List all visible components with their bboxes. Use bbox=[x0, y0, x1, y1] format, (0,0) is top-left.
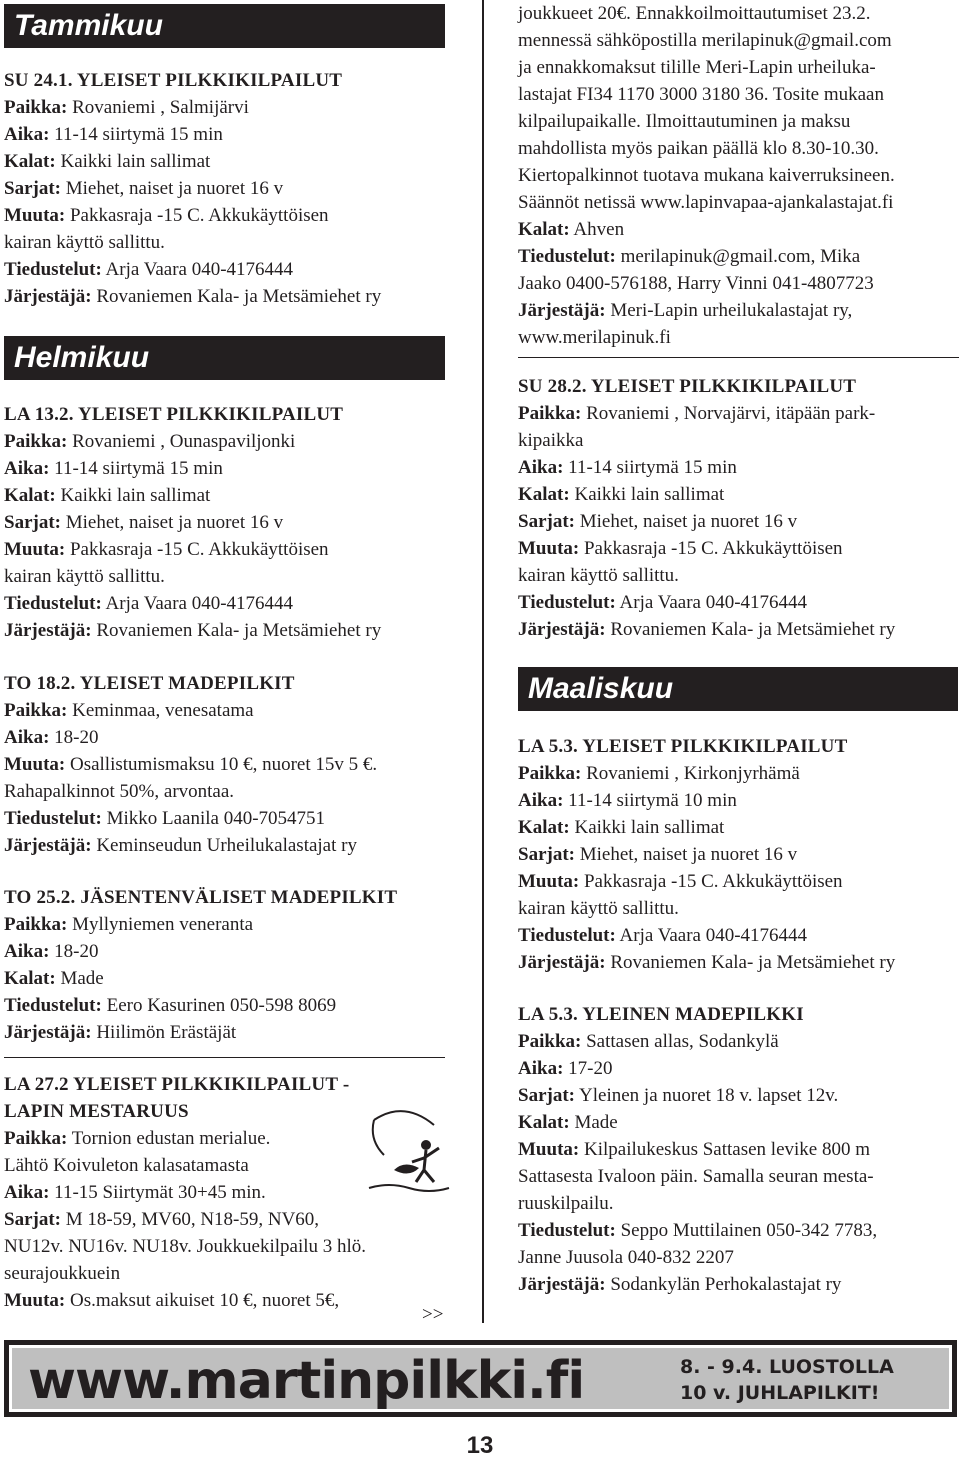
event-la-5-3-madepilkki bbox=[518, 1001, 877, 1298]
event-paikka: Paikka: Rovaniemi , Kirkonjyrhämä bbox=[518, 763, 800, 784]
event-jarjestaja: Järjestäjä: Sodankylän Perhokalastajat ry bbox=[518, 1274, 842, 1295]
section-divider bbox=[518, 357, 959, 358]
event-sarjat: Sarjat: Yleinen ja nuoret 18 v. lapset 12v. bbox=[518, 1085, 839, 1106]
event-su-28-2 bbox=[518, 373, 895, 643]
event-jarjestaja: Järjestäjä: Rovaniemen Kala- ja Metsämiehet ry bbox=[4, 620, 382, 641]
event-kalat: Kalat: Kaikki lain sallimat bbox=[518, 484, 725, 505]
event-aika: Aika: 11-14 siirtymä 15 min bbox=[518, 457, 737, 478]
event-su-24-1 bbox=[4, 67, 381, 310]
event-title: LA 27.2 YLEISET PILKKIKILPAILUT - bbox=[4, 1074, 350, 1095]
event-title: LA 13.2. YLEISET PILKKIKILPAILUT bbox=[4, 404, 344, 425]
event-kalat: Kalat: Kaikki lain sallimat bbox=[4, 485, 211, 506]
event-title: SU 24.1. YLEISET PILKKIKILPAILUT bbox=[4, 70, 343, 91]
event-sarjat: Sarjat: Miehet, naiset ja nuoret 16 v bbox=[518, 511, 798, 532]
month-heading-maaliskuu: Maaliskuu bbox=[518, 667, 958, 711]
event-la-27-2-continued bbox=[518, 0, 895, 351]
event-paikka: Paikka: Rovaniemi , Ounaspaviljonki bbox=[4, 431, 296, 452]
event-sarjat: Sarjat: Miehet, naiset ja nuoret 16 v bbox=[4, 512, 284, 533]
event-tiedustelut: Tiedustelut: Seppo Muttilainen 050-342 7783, bbox=[518, 1220, 878, 1241]
event-tiedustelut: Tiedustelut: Arja Vaara 040-4176444 bbox=[4, 593, 294, 614]
text-line: mahdollista myös paikan päällä klo 8.30-10.30. bbox=[518, 138, 879, 159]
event-aika: Aika: 11-14 siirtymä 15 min bbox=[4, 458, 223, 479]
event-sarjat-cont: seurajoukkuein bbox=[4, 1263, 121, 1284]
event-aika: Aika: 11-14 siirtymä 10 min bbox=[518, 790, 737, 811]
event-kalat: Kalat: Ahven bbox=[518, 219, 625, 240]
event-muuta: Muuta: Pakkasraja -15 C. Akkukäyttöisen bbox=[4, 539, 329, 560]
banner-event-date: 8. - 9.4. LUOSTOLLA bbox=[680, 1356, 894, 1378]
event-jarjestaja: Järjestäjä: Hiilimön Erästäjät bbox=[4, 1022, 237, 1043]
event-la-5-3-pilkki bbox=[518, 733, 895, 976]
event-paikka-cont: Lähtö Koivuleton kalasatamasta bbox=[4, 1155, 249, 1176]
page-number: 13 bbox=[466, 1432, 494, 1459]
text-line: lastajat FI34 1170 3000 3180 36. Tosite mukaan bbox=[518, 84, 884, 105]
event-paikka: Paikka: Rovaniemi , Norvajärvi, itäpään park- bbox=[518, 403, 876, 424]
event-aika: Aika: 11-14 siirtymä 15 min bbox=[4, 124, 223, 145]
event-paikka: Paikka: Sattasen allas, Sodankylä bbox=[518, 1031, 779, 1052]
event-muuta-cont: kairan käyttö sallittu. bbox=[518, 565, 679, 586]
event-muuta-cont: ruuskilpailu. bbox=[518, 1193, 614, 1214]
event-la-27-2 bbox=[4, 1071, 366, 1314]
text-line: Säännöt netissä www.lapinvapaa-ajankalastajat.fi bbox=[518, 192, 894, 213]
event-to-25-2 bbox=[4, 884, 397, 1046]
event-paikka: Paikka: Rovaniemi , Salmijärvi bbox=[4, 97, 249, 118]
event-sarjat-cont: NU12v. NU16v. NU18v. Joukkuekilpailu 3 hlö. bbox=[4, 1236, 367, 1257]
event-muuta-cont: kairan käyttö sallittu. bbox=[4, 566, 165, 587]
event-aika: Aika: 11-15 Siirtymät 30+45 min. bbox=[4, 1182, 266, 1203]
event-title: LA 5.3. YLEISET PILKKIKILPAILUT bbox=[518, 736, 848, 757]
event-sarjat: Sarjat: Miehet, naiset ja nuoret 16 v bbox=[518, 844, 798, 865]
event-kalat: Kalat: Kaikki lain sallimat bbox=[4, 151, 211, 172]
event-paikka: Paikka: Myllyniemen veneranta bbox=[4, 914, 254, 935]
month-heading-tammikuu: Tammikuu bbox=[4, 4, 445, 48]
event-paikka: Paikka: Keminmaa, venesatama bbox=[4, 700, 254, 721]
text-line: Kiertopalkinnot tuotava mukana kaiverruksineen. bbox=[518, 165, 895, 186]
event-sarjat: Sarjat: Miehet, naiset ja nuoret 16 v bbox=[4, 178, 284, 199]
event-to-18-2 bbox=[4, 670, 377, 859]
event-muuta-cont: kairan käyttö sallittu. bbox=[518, 898, 679, 919]
event-kalat: Kalat: Made bbox=[518, 1112, 618, 1133]
text-line: ja ennakkomaksut tilille Meri-Lapin urheiluka- bbox=[518, 57, 876, 78]
ice-fishing-logo-icon bbox=[364, 1100, 450, 1200]
event-title: SU 28.2. YLEISET PILKKIKILPAILUT bbox=[518, 376, 857, 397]
event-muuta: Muuta: Pakkasraja -15 C. Akkukäyttöisen bbox=[518, 538, 843, 559]
event-kalat: Kalat: Kaikki lain sallimat bbox=[518, 817, 725, 838]
column-divider bbox=[482, 0, 484, 1323]
event-sarjat: Sarjat: M 18-59, MV60, N18-59, NV60, bbox=[4, 1209, 320, 1230]
event-tiedustelut-cont: Jaako 0400-576188, Harry Vinni 041-4807723 bbox=[518, 273, 874, 294]
event-muuta-cont: kairan käyttö sallittu. bbox=[4, 232, 165, 253]
event-title: TO 25.2. JÄSENTENVÄLISET MADEPILKIT bbox=[4, 887, 398, 908]
event-paikka-cont: kipaikka bbox=[518, 430, 584, 451]
event-jarjestaja-cont: www.merilapinuk.fi bbox=[518, 327, 671, 348]
event-paikka: Paikka: Tornion edustan merialue. bbox=[4, 1128, 271, 1149]
event-jarjestaja: Järjestäjä: Rovaniemen Kala- ja Metsämiehet ry bbox=[518, 619, 896, 640]
continued-marker: >> bbox=[422, 1304, 444, 1325]
event-tiedustelut: Tiedustelut: merilapinuk@gmail.com, Mika bbox=[518, 246, 861, 267]
event-aika: Aika: 17-20 bbox=[518, 1058, 613, 1079]
section-divider bbox=[4, 1057, 445, 1058]
event-muuta: Muuta: Pakkasraja -15 C. Akkukäyttöisen bbox=[518, 871, 843, 892]
event-muuta: Muuta: Pakkasraja -15 C. Akkukäyttöisen bbox=[4, 205, 329, 226]
event-muuta: Muuta: Os.maksut aikuiset 10 €, nuoret 5€, bbox=[4, 1290, 340, 1311]
event-jarjestaja: Järjestäjä: Keminseudun Urheilukalastajat ry bbox=[4, 835, 357, 856]
banner-url[interactable]: www.martinpilkki.fi bbox=[28, 1351, 585, 1411]
banner-event-subtitle: 10 v. JUHLAPILKIT! bbox=[680, 1382, 880, 1404]
text-line: kilpailupaikalle. Ilmoittautuminen ja maksu bbox=[518, 111, 851, 132]
event-muuta: Muuta: Kilpailukeskus Sattasen levike 800 m bbox=[518, 1139, 870, 1160]
event-muuta: Muuta: Osallistumismaksu 10 €, nuoret 15v 5 €. bbox=[4, 754, 378, 775]
text-line: joukkueet 20€. Ennakkoilmoittautumiset 23.2. bbox=[518, 3, 871, 24]
event-jarjestaja: Järjestäjä: Rovaniemen Kala- ja Metsämiehet ry bbox=[518, 952, 896, 973]
event-tiedustelut: Tiedustelut: Arja Vaara 040-4176444 bbox=[518, 592, 808, 613]
event-aika: Aika: 18-20 bbox=[4, 727, 99, 748]
event-tiedustelut: Tiedustelut: Arja Vaara 040-4176444 bbox=[518, 925, 808, 946]
banner-background bbox=[12, 1348, 949, 1409]
event-kalat: Kalat: Made bbox=[4, 968, 104, 989]
month-heading-helmikuu: Helmikuu bbox=[4, 336, 445, 380]
event-tiedustelut-cont: Janne Juusola 040-832 2207 bbox=[518, 1247, 734, 1268]
event-muuta-cont: Rahapalkinnot 50%, arvontaa. bbox=[4, 781, 235, 802]
event-aika: Aika: 18-20 bbox=[4, 941, 99, 962]
text-line: mennessä sähköpostilla merilapinuk@gmail.com bbox=[518, 30, 892, 51]
event-jarjestaja: Järjestäjä: Rovaniemen Kala- ja Metsämiehet ry bbox=[4, 286, 382, 307]
event-jarjestaja: Järjestäjä: Meri-Lapin urheilukalastajat ry, bbox=[518, 300, 853, 321]
event-title: LA 5.3. YLEINEN MADEPILKKI bbox=[518, 1004, 804, 1025]
event-muuta-cont: Sattasesta Ivaloon päin. Samalla seuran mesta- bbox=[518, 1166, 874, 1187]
advertisement-banner[interactable] bbox=[4, 1340, 957, 1417]
event-title: TO 18.2. YLEISET MADEPILKIT bbox=[4, 673, 295, 694]
event-la-13-2 bbox=[4, 401, 381, 644]
event-tiedustelut: Tiedustelut: Arja Vaara 040-4176444 bbox=[4, 259, 294, 280]
event-tiedustelut: Tiedustelut: Mikko Laanila 040-7054751 bbox=[4, 808, 326, 829]
event-tiedustelut: Tiedustelut: Eero Kasurinen 050-598 8069 bbox=[4, 995, 337, 1016]
event-title-cont: LAPIN MESTARUUS bbox=[4, 1101, 189, 1122]
